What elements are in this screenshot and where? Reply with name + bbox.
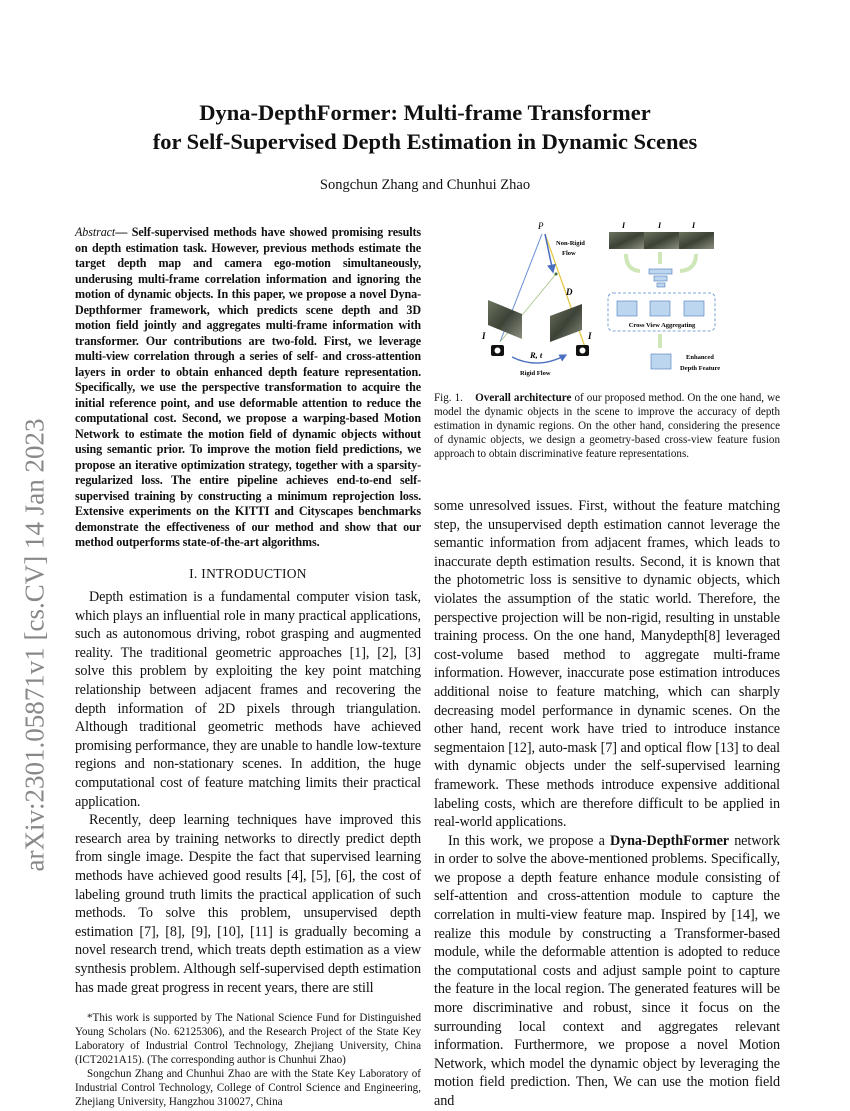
authors: Songchun Zhang and Chunhui Zhao <box>319 177 531 193</box>
abstract <box>75 225 421 551</box>
introduction <box>75 551 421 998</box>
figure-caption: Fig. 1. Overall architecture of our proposed method. On the one hand, we model the dynamic objects in the scene to improve the accuracy of depth estimation in dynamic regions. On the other hand, considering the presence of dynamic objects, we design a geometry-based cross-view feature fusion approach to obtain discriminative feature representations. <box>434 392 781 460</box>
label-cross-view: Cross View Aggregating <box>628 322 696 329</box>
paragraph: Depth estimation is a fundamental computer vision task, which plays an influential role in many practical applications, such as autonomous driving, robot grasping and augmented reality. The traditional geometric approaches [1], [2], [3] solve this problem by exploiting the key point matching relationship between adjacent frames and recovering the depth information of 2D pixels through triangulation. Although traditional geometric methods have achieved promising performance, they are unable to handle low-texture regions and non-stationary scenes. In addition, the huge computational cost of feature matching limits their practical application. <box>75 589 421 810</box>
abstract-text: — Self-supervised methods have showed promising results on depth estimation task. However, previous methods estimate the target depth map and camera ego-motion simultaneously, underusing multi-frame correlation information and ignoring the motion of dynamic objects. In this paper, we propose a novel Dyna-Depthformer framework, which predicts scene depth and 3D motion field jointly and aggregates multi-frame information with transformer. Our contributions are two-fold. First, we leverage multi-view correlation through a series of self- and cross-attention layers in order to obtain enhanced depth feature representation. Specifically, we use the perspective transformation to acquire the initial reference point, and use deformable attention to reduce the computational cost. Second, we propose a warping-based Motion Network to estimate the motion field of dynamic objects without using semantic prior. To improve the motion field predictions, we propose an iterative optimization strategy, together with a sparsity-regularized loss. The entire pipeline achieves end-to-end self-supervised training by constructing a minimum reprojection loss. Extensive experiments on the KITTI and Cityscapes benchmarks demonstrate the effectiveness of our method and show that our method outperforms state-of-the-art algorithms. <box>75 225 421 549</box>
footnotes <box>75 1011 421 1109</box>
label-rigid-flow: Rigid Flow <box>520 370 551 377</box>
label-it: I <box>588 331 592 341</box>
abstract-label: Abstract <box>75 225 116 239</box>
label-frame: I <box>622 221 626 230</box>
right-body <box>434 497 780 1111</box>
paper-title <box>0 98 850 156</box>
method-name: Dyna-DepthFormer <box>610 832 729 849</box>
label-p: P <box>538 221 544 231</box>
footnote-affiliation: Songchun Zhang and Chunhui Zhao are with the State Key Laboratory of Industrial Control Technology, College of Control Science and Engineering, Zhejiang University, Hangzhou 310027, China <box>75 1068 421 1109</box>
paragraph: some unresolved issues. First, without the feature matching step, the unsupervised depth estimation cannot leverage the semantic information from adjacent frames, which leads to inaccurate depth estimation results. Second, it is known that the photometric loss is sensitive to dynamic objects, which violates the assumption of the static world. Therefore, the perspective projection will be non-rigid, resulting in unstable training process. On the one hand, Manydepth[8] leveraged cost-volume based method to aggregate multi-frame information. However, inaccurate pose estimation introduces additional noise to feature matching, which can sharply decreasing model performance in dynamic scenes. On the other hand, recent work have tried to introduce instance segmentaion [12], auto-mask [7] and optical flow [13] to deal with dynamic objects under the self-supervised learning framework. These methods introduce expensive additional labeling costs, which are therefore difficult to be applied in real-world applications. <box>434 498 780 831</box>
frame-source-image <box>488 300 522 339</box>
label-flow: Flow <box>562 250 576 257</box>
figure-architecture <box>470 212 790 384</box>
paragraph: In this work, we propose a Dyna-DepthFormer network in order to solve the above-mentioned problems. Specifically, we propose a depth feature enhance module consisting of self-attention and cross-attention module to capture the correlation in multi-view feature map. Inspired by [14], we realize this module by constructing a Transformer-based module, while the deformable attention is adopted to reduce the computational costs and adjust sample point to capture the feature in the local region. The generated features will be more discriminative and robust, since it focus on the surrounding local context and aggregates relevant information. Furthermore, we propose a novel Motion Network, which model the dynamic object by leveraging the motion field prediction. Then, We can use the motion field and <box>434 832 780 1109</box>
label-frame: I <box>658 221 662 230</box>
label-rt: R, t <box>530 350 543 360</box>
left-column <box>75 225 421 1109</box>
title-line-1: Dyna-DepthFormer: Multi-frame Transformer <box>199 100 651 125</box>
label-nonrigid: Non-Rigid <box>556 240 585 247</box>
label-frame: I <box>692 221 696 230</box>
label-enhanced: Enhanced <box>686 354 714 361</box>
paragraph: Recently, deep learning techniques have improved this research area by training networks to directly predict depth from single image. Despite the fact that supervised learning methods have achieved good results [4], [5], [6], the cost of labeling ground truth limits the practical application of such methods. To solve this problem, unsupervised depth estimation [7], [8], [9], [10], [11] is gradually becoming a novel research trend, which treats depth estimation as a view synthesis problem. Although self-supervised depth estimation has made great progress in recent years, there are still <box>75 812 421 996</box>
label-is: I <box>482 331 486 341</box>
section-heading: I. INTRODUCTION <box>189 565 307 581</box>
right-column <box>434 212 780 1111</box>
label-depth-feature: Depth Feature <box>680 365 721 372</box>
title-line-2: for Self-Supervised Depth Estimation in Dynamic Scenes <box>152 129 698 154</box>
arxiv-identifier: arXiv:2301.05871v1 [cs.CV] 14 Jan 2023 <box>19 418 50 872</box>
label-d: D <box>566 287 573 297</box>
footnote-funding: *This work is supported by The National Science Fund for Distinguished Young Scholars (No. 62125306), and the Research Project of the State Key Laboratory of Industrial Control Technology, Zhejiang University, China (ICT2021A15). (The corresponding author is Chunhui Zhao) <box>75 1012 421 1067</box>
frame-target-image <box>550 304 582 342</box>
